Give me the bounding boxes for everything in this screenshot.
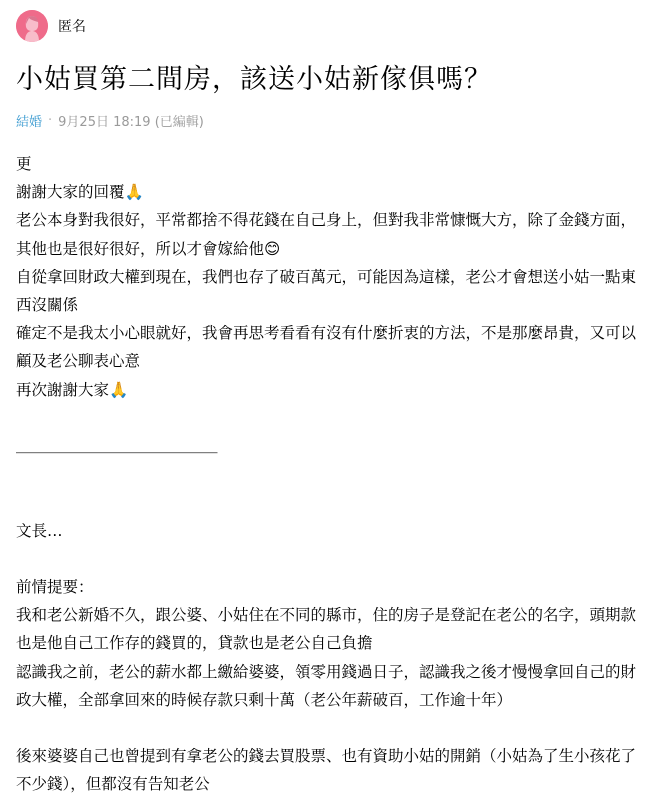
content-paragraph: 老公本身對我很好，平常都捨不得花錢在自己身上，但對我非常慷慨大方，除了金錢方面，其他也是很好很好，所以才會嫁給他😊 — [16, 211, 637, 258]
anonymous-avatar-icon[interactable] — [16, 10, 48, 42]
meta-separator: · — [48, 112, 53, 128]
content-paragraph: 更 — [16, 155, 32, 173]
content-paragraph: 前情提要： — [16, 578, 94, 596]
content-paragraph: 自從拿回財政大權到現在，我們也存了破百萬元，可能因為這樣，老公才會想送小姑一點東西沒關係 — [16, 267, 637, 315]
content-paragraph: 認識我之前，老公的薪水都上繳給婆婆，領零用錢過日子，認識我之後才慢慢拿回自己的財政大權，全部拿回來的時候存款只剩十萬（老公年薪破百，工作逾十年） — [16, 662, 637, 709]
blank-line — [16, 460, 646, 516]
content-paragraph: 確定不是我太小心眼就好，我會再思考看看有沒有什麼折衷的方法，不是那麼昂貴，又可以顧及老公聊表心意 — [16, 324, 637, 371]
post-content — [16, 150, 646, 799]
content-paragraph: 再次謝謝大家🙏 — [16, 380, 129, 399]
post-meta — [16, 110, 204, 130]
blank-line — [16, 714, 646, 742]
post-datetime: 9月25日 18:19 (已編輯) — [58, 114, 204, 130]
content-paragraph: 後來婆婆自己也曾提到有拿老公的錢去買股票、也有資助小姑的開銷（小姑為了生小孩花了不少錢），但都沒有告知老公 — [16, 747, 637, 794]
forum-link[interactable]: 結婚 — [16, 114, 43, 130]
post-title: 小姑買第二間房，該送小姑新傢俱嗎？ — [16, 64, 492, 95]
content-paragraph: 謝謝大家的回覆🙏 — [16, 183, 144, 202]
section-divider: ＿＿＿＿＿＿＿＿＿＿＿＿＿ — [16, 437, 218, 456]
author-name[interactable]: 匿名 — [58, 19, 86, 35]
content-paragraph: 我和老公新婚不久，跟公婆、小姑住在不同的縣市，住的房子是登記在老公的名字，頭期款也是他自己工作存的錢買的，貸款也是老公自己負擔 — [16, 606, 637, 653]
content-paragraph: 文長… — [16, 521, 63, 540]
blank-line — [16, 545, 646, 573]
blank-line — [16, 404, 646, 432]
author-header — [16, 10, 86, 42]
